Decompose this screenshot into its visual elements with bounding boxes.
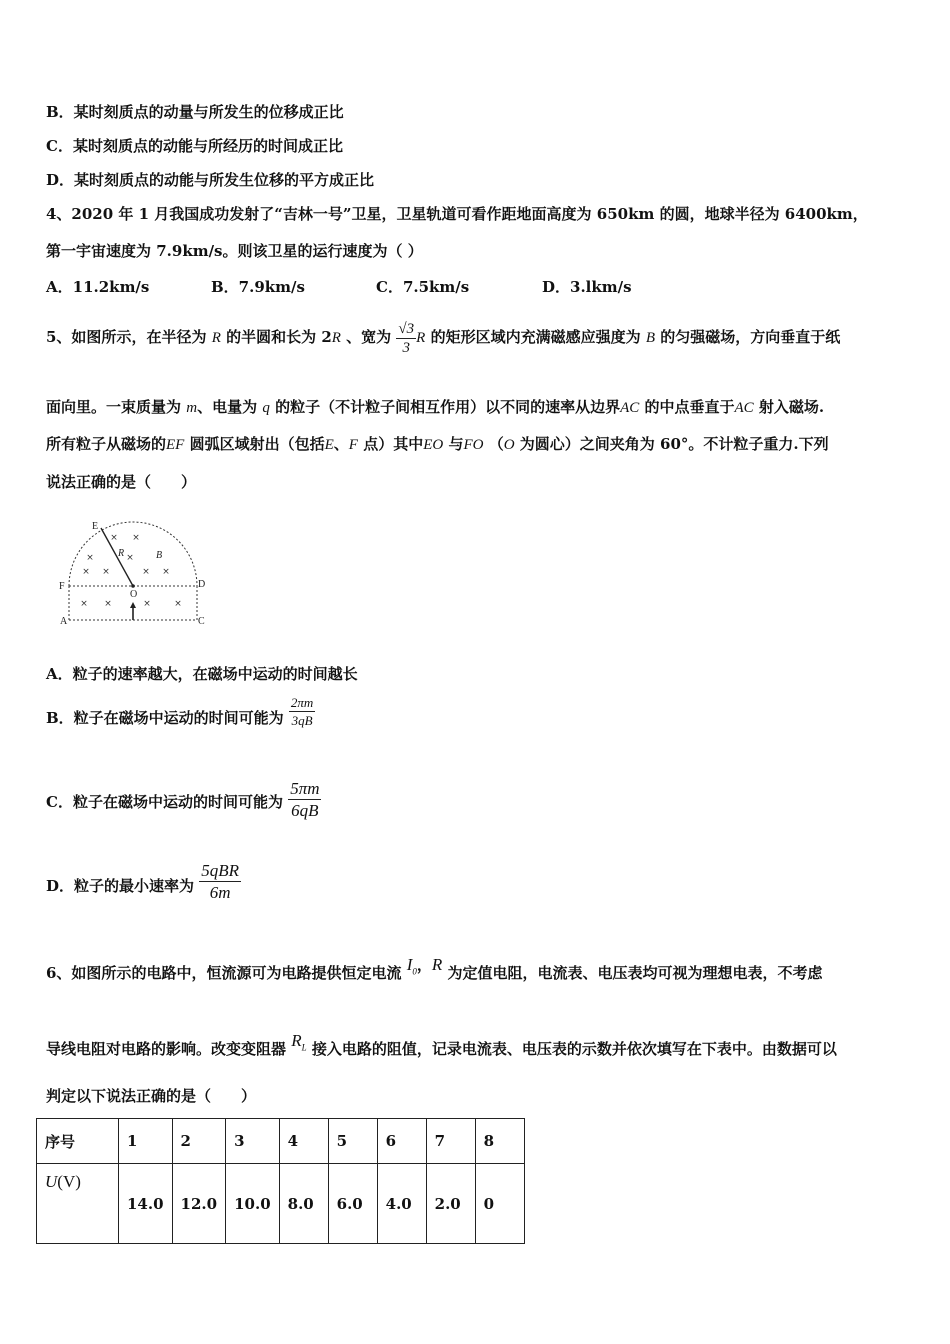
cross-mark: ×	[110, 533, 118, 543]
q4-option-a: A．11.2km/s	[46, 278, 150, 296]
q4-stem-line1: 4、2020 年 1 月我国成功发射了“吉林一号”卫星，卫星轨道可看作距地面高度为 650km 的圆，地球半径为 6400km，	[46, 205, 868, 223]
q5-option-d-fraction: $\frac{\text{5qBR}}{6m}$	[201, 860, 240, 902]
q5-option-a: A．粒子的速率越大，在磁场中运动的时间越长	[46, 665, 358, 683]
q3-option-d: D．某时刻质点的动能与所发生位移的平方成正比	[46, 171, 375, 189]
table-row-label: U(V)	[37, 1164, 119, 1244]
cross-mark: ×	[132, 533, 140, 543]
q6-i0: $I_0$	[406, 955, 417, 977]
table-cell: 4.0	[377, 1164, 426, 1244]
q6-data-table	[36, 1118, 525, 1244]
table-cell: 2	[172, 1119, 226, 1164]
table-cell: 14.0	[119, 1164, 173, 1244]
q5-option-b-fraction: $\frac{2\pi m}{3qB}$	[290, 694, 314, 728]
q5-option-d: D．粒子的最小速率为 $\frac{\text{5qBR}}{6m}$	[46, 860, 240, 902]
q5-width-fraction: $\frac{√3}{3}$	[398, 320, 415, 356]
table-cell: 0	[475, 1164, 524, 1244]
q5-option-c-fraction: $\frac{5\pi m}{6qB}$	[290, 778, 320, 820]
cross-mark: ×	[142, 567, 150, 577]
q5-stem-line4: 说法正确的是（ ）	[46, 473, 197, 491]
table-cell: 5	[328, 1119, 377, 1164]
cross-mark: ×	[162, 567, 170, 577]
table-cell: 3	[226, 1119, 280, 1164]
q6-stem-line1: 6、如图所示的电路中，恒流源可为电路提供恒定电流 $I_0$，R 为定值电阻，电流表、电压表均可视为理想电表，不考虑	[46, 955, 823, 982]
label-b: B	[156, 550, 163, 561]
q5-figure-svg	[56, 516, 216, 636]
table-cell: 7	[426, 1119, 475, 1164]
q3-option-b: B．某时刻质点的动量与所发生的位移成正比	[46, 103, 344, 121]
cross-mark: ×	[80, 599, 88, 609]
label-f: F	[59, 581, 65, 592]
cross-mark: ×	[126, 553, 134, 563]
table-header-row	[37, 1119, 525, 1164]
cross-mark: ×	[174, 599, 182, 609]
label-c: C	[198, 616, 205, 627]
q5-option-c: C．粒子在磁场中运动的时间可能为 $\frac{5\pi m}{6qB}$	[46, 778, 320, 820]
table-cell: 1	[119, 1119, 173, 1164]
q6-rl: $R_L$	[291, 1031, 307, 1053]
label-e: E	[92, 521, 99, 532]
table-cell: 12.0	[172, 1164, 226, 1244]
cross-mark: ×	[86, 553, 94, 563]
cross-mark: ×	[104, 599, 112, 609]
entry-arrow-head	[130, 602, 136, 608]
table-cell: 4	[279, 1119, 328, 1164]
table-cell: 2.0	[426, 1164, 475, 1244]
q4-option-c: C．7.5km/s	[376, 278, 470, 296]
label-r: R	[118, 548, 125, 559]
table-header-label: 序号	[37, 1119, 119, 1164]
center-o	[131, 584, 135, 588]
label-o: O	[130, 589, 138, 600]
q6-stem-line2: 导线电阻对电路的影响。改变变阻器 $R_L$ 接入电路的阻值，记录电流表、电压表的示数并依次填写在下表中。由数据可以	[46, 1031, 837, 1058]
table-cell: 8.0	[279, 1164, 328, 1244]
q6-stem-line3: 判定以下说法正确的是（ ）	[46, 1087, 257, 1105]
cross-mark: ×	[102, 567, 110, 577]
table-cell: 6.0	[328, 1164, 377, 1244]
q5-stem-line2: 面向里。一束质量为 m、电量为 q 的粒子（不计粒子间相互作用）以不同的速率从边界AC 的中点垂直于AC 射入磁场.	[46, 398, 825, 416]
q4-stem-line2: 第一宇宙速度为 7.9km/s。则该卫星的运行速度为（ ）	[46, 242, 423, 260]
q5-stem-line1: 5、如图所示，在半径为 R 的半圆和长为 2R 、宽为 $\frac{√3}{3}$ R 的矩形区域内充满磁感应强度为 B 的匀强磁场，方向垂直于纸	[46, 320, 841, 356]
table-row	[37, 1164, 525, 1244]
q3-option-c: C．某时刻质点的动能与所经历的时间成正比	[46, 137, 343, 155]
q5-option-b: B．粒子在磁场中运动的时间可能为 $\frac{2\pi m}{3qB}$	[46, 694, 314, 728]
q4-option-b: B．7.9km/s	[211, 278, 305, 296]
q5-stem-line3: 所有粒子从磁场的EF 圆弧区域射出（包括E、F 点）其中EO 与FO （O 为圆心）之间夹角为 60°。不计粒子重力.下列	[46, 435, 829, 453]
label-a: A	[60, 616, 68, 627]
q4-option-d: D．3.lkm/s	[542, 278, 632, 296]
q5-magnetic-field-figure	[56, 516, 216, 636]
table-cell: 8	[475, 1119, 524, 1164]
cross-mark: ×	[143, 599, 151, 609]
label-d: D	[198, 579, 206, 590]
table-cell: 6	[377, 1119, 426, 1164]
table-cell: 10.0	[226, 1164, 280, 1244]
cross-mark: ×	[82, 567, 90, 577]
